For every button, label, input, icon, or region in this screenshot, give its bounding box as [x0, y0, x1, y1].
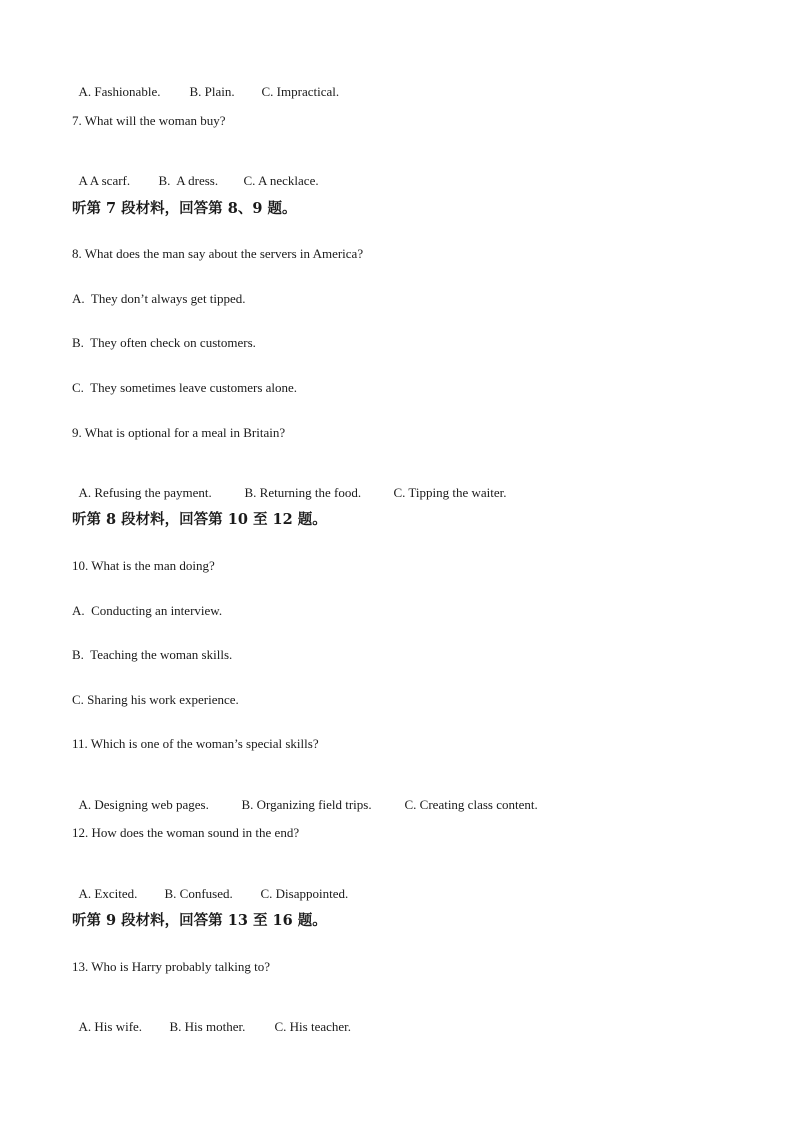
section-8-heading: 听第 8 段材料，回答第 10 至 12 题。 — [72, 511, 327, 528]
q10-question: 10. What is the man doing? — [72, 558, 215, 573]
section-7-heading: 听第 7 段材料，回答第 8、9 题。 — [72, 200, 297, 217]
q13-question: 13. Who is Harry probably talking to? — [72, 959, 270, 974]
q6-option-c: C. Impractical. — [261, 84, 340, 99]
q9-option-a: A. Refusing the payment. — [78, 485, 212, 500]
q12-option-c: C. Disappointed. — [260, 886, 349, 901]
q10-option-c: C. Sharing his work experience. — [72, 692, 239, 707]
q11-option-b: B. Organizing field trips. — [241, 797, 372, 812]
q9-question: 9. What is optional for a meal in Britain? — [72, 425, 286, 440]
q8-question: 8. What does the man say about the servers in America? — [72, 246, 364, 261]
q9-option-c: C. Tipping the waiter. — [393, 485, 507, 500]
q13-option-b: B. His mother. — [169, 1019, 246, 1034]
q6-options — [72, 68, 339, 100]
section-9-heading: 听第 9 段材料，回答第 13 至 16 题。 — [72, 912, 327, 929]
q12-option-a: A. Excited. — [78, 886, 138, 901]
q6-option-a: A. Fashionable. — [78, 84, 161, 99]
q10-option-b: B. Teaching the woman skills. — [72, 647, 233, 662]
q11-option-c: C. Creating class content. — [404, 797, 538, 812]
q7-option-a: A A scarf. — [78, 173, 131, 188]
q12-options — [72, 870, 348, 902]
q12-question: 12. How does the woman sound in the end? — [72, 825, 300, 840]
q11-question: 11. Which is one of the woman’s special skills? — [72, 736, 319, 751]
q7-option-b: B. A dress. — [158, 173, 219, 188]
q7-option-c: C. A necklace. — [243, 173, 319, 188]
q8-option-b: B. They often check on customers. — [72, 335, 256, 350]
q10-option-a: A. Conducting an interview. — [72, 603, 223, 618]
q13-options — [72, 1003, 351, 1035]
q13-option-c: C. His teacher. — [274, 1019, 352, 1034]
q8-option-c: C. They sometimes leave customers alone. — [72, 380, 298, 395]
q6-option-b: B. Plain. — [189, 84, 235, 99]
q9-option-b: B. Returning the food. — [244, 485, 362, 500]
q12-option-b: B. Confused. — [164, 886, 233, 901]
q8-option-a: A. They don’t always get tipped. — [72, 291, 246, 306]
q13-option-a: A. His wife. — [78, 1019, 143, 1034]
q7-question: 7. What will the woman buy? — [72, 113, 226, 128]
q9-options — [72, 469, 507, 501]
q11-options — [72, 781, 538, 813]
q7-options — [72, 157, 319, 189]
q11-option-a: A. Designing web pages. — [78, 797, 209, 812]
